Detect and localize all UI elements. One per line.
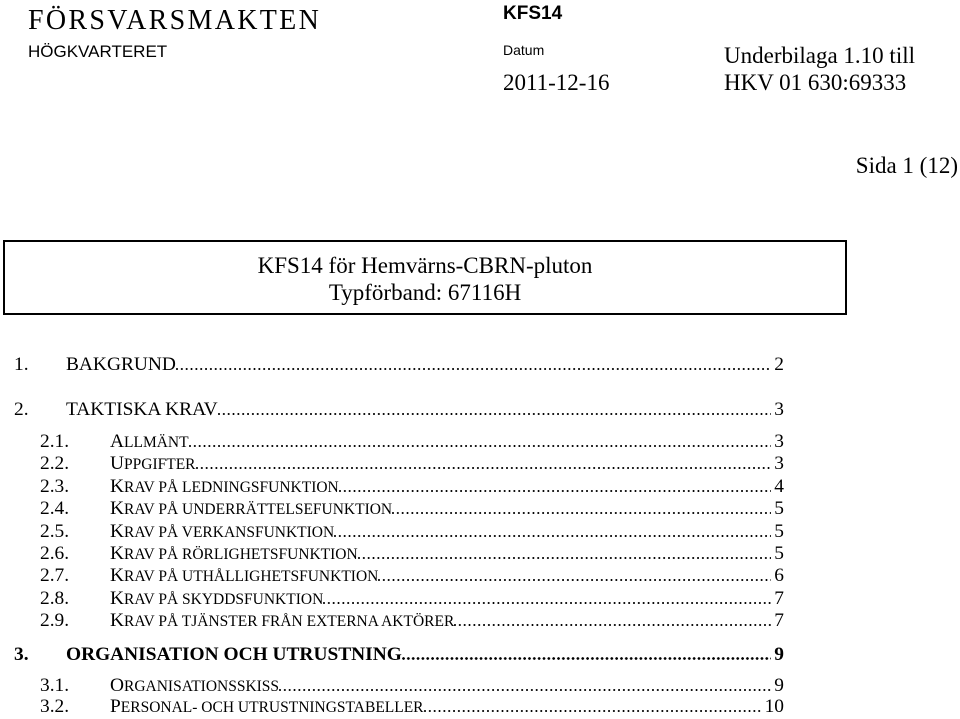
dot-leader	[218, 413, 772, 415]
toc-entry-page: 5	[774, 543, 784, 564]
toc-entry-number: 2.5.	[40, 521, 70, 542]
toc-entry-title: KRAV PÅ UTHÅLLIGHETSFUNKTION	[110, 565, 379, 586]
toc-entry-title: TAKTISKA KRAV	[66, 399, 218, 420]
toc-entry-title: KRAV PÅ VERKANSFUNKTION	[110, 521, 335, 542]
dot-leader	[378, 579, 771, 581]
dot-leader	[402, 657, 772, 660]
dot-leader	[176, 368, 771, 370]
toc-entry-number: 3.2.	[40, 696, 70, 717]
toc-entry-title: PERSONAL- OCH UTRUSTNINGSTABELLER	[110, 696, 424, 717]
toc-entry-page: 7	[774, 588, 784, 609]
toc-entry-underrattelsefunktion[interactable]	[40, 499, 784, 521]
toc-entry-uthallighetsfunktion[interactable]	[40, 566, 784, 588]
toc-entry-page: 5	[774, 498, 784, 519]
toc-entry-page: 2	[774, 354, 784, 375]
date-label: Datum	[503, 42, 545, 58]
toc-entry-number: 2.7.	[40, 565, 70, 586]
toc-entry-page: 3	[774, 399, 784, 420]
toc-entry-title: UPPGIFTER	[110, 453, 196, 474]
toc-entry-page: 6	[774, 565, 784, 586]
attachment-label: Underbilaga 1.10 till	[724, 43, 915, 68]
toc-entry-externa-aktorer[interactable]	[40, 611, 784, 633]
toc-entry-uppgifter[interactable]	[40, 454, 784, 476]
title-box	[3, 240, 847, 315]
toc-entry-page: 3	[774, 431, 784, 452]
toc-entry-title: KRAV PÅ RÖRLIGHETSFUNKTION	[110, 543, 358, 564]
unit-name: HÖGKVARTERET	[28, 42, 168, 61]
toc-entry-number: 1.	[14, 354, 29, 375]
toc-entry-title: KRAV PÅ LEDNINGSFUNKTION	[110, 476, 339, 497]
toc-entry-tabeller[interactable]	[40, 697, 784, 719]
toc-entry-title: BAKGRUND	[66, 354, 176, 375]
toc-entry-title: KRAV PÅ TJÄNSTER FRÅN EXTERNA AKTÖRER	[110, 610, 455, 631]
toc-entry-verkansfunktion[interactable]	[40, 522, 784, 544]
dot-leader	[323, 602, 771, 604]
organization-name: FÖRSVARSMAKTEN	[28, 5, 322, 36]
toc-entry-page: 10	[764, 696, 784, 717]
toc-entry-title: ORGANISATIONSSKISS	[110, 675, 280, 696]
toc-entry-number: 2.2.	[40, 453, 70, 474]
toc-entry-taktiska-krav[interactable]	[14, 400, 784, 422]
toc-entry-number: 2.6.	[40, 543, 70, 564]
dot-leader	[196, 467, 772, 469]
dot-leader	[424, 710, 762, 712]
toc-entry-skyddsfunktion[interactable]	[40, 589, 784, 611]
reference-number: HKV 01 630:69333	[724, 70, 907, 95]
toc-entry-page: 4	[774, 476, 784, 497]
unit-type: Typförband: 67116H	[328, 280, 522, 305]
toc-entry-number: 2.4.	[40, 498, 70, 519]
dot-leader	[339, 490, 772, 492]
dot-leader	[358, 557, 772, 559]
document-title: KFS14 för Hemvärns-CBRN-pluton	[257, 253, 593, 278]
dot-leader	[189, 445, 772, 447]
toc-entry-title: ORGANISATION OCH UTRUSTNING	[66, 644, 402, 665]
toc-entry-ledningsfunktion[interactable]	[40, 477, 784, 499]
toc-entry-title: KRAV PÅ UNDERRÄTTELSEFUNKTION	[110, 498, 393, 519]
toc-entry-rorlighetsfunktion[interactable]	[40, 544, 784, 566]
toc-entry-number: 3.1.	[40, 675, 70, 696]
toc-entry-page: 3	[774, 453, 784, 474]
toc-entry-bakgrund[interactable]	[14, 355, 784, 377]
document-date: 2011-12-16	[503, 70, 610, 95]
page-number: Sida 1 (12)	[855, 153, 958, 178]
dot-leader	[334, 535, 771, 537]
toc-entry-page: 7	[774, 610, 784, 631]
toc-entry-number: 2.9.	[40, 610, 70, 631]
toc-entry-title: ALLMÄNT	[110, 431, 189, 452]
toc-entry-page: 9	[774, 675, 784, 696]
toc-entry-number: 3.	[14, 644, 29, 665]
dot-leader	[279, 689, 771, 691]
document-code: KFS14	[503, 3, 563, 24]
toc-entry-organisationsskiss[interactable]	[40, 676, 784, 698]
toc-entry-page: 5	[774, 521, 784, 542]
toc-entry-page: 9	[774, 644, 784, 665]
toc-entry-title: KRAV PÅ SKYDDSFUNKTION	[110, 588, 324, 609]
toc-entry-number: 2.3.	[40, 476, 70, 497]
dot-leader	[454, 624, 771, 626]
toc-entry-allmant[interactable]	[40, 432, 784, 454]
toc-entry-number: 2.8.	[40, 588, 70, 609]
toc-entry-number: 2.	[14, 399, 29, 420]
toc-entry-organisation[interactable]	[14, 645, 784, 667]
dot-leader	[392, 512, 771, 514]
toc-entry-number: 2.1.	[40, 431, 70, 452]
